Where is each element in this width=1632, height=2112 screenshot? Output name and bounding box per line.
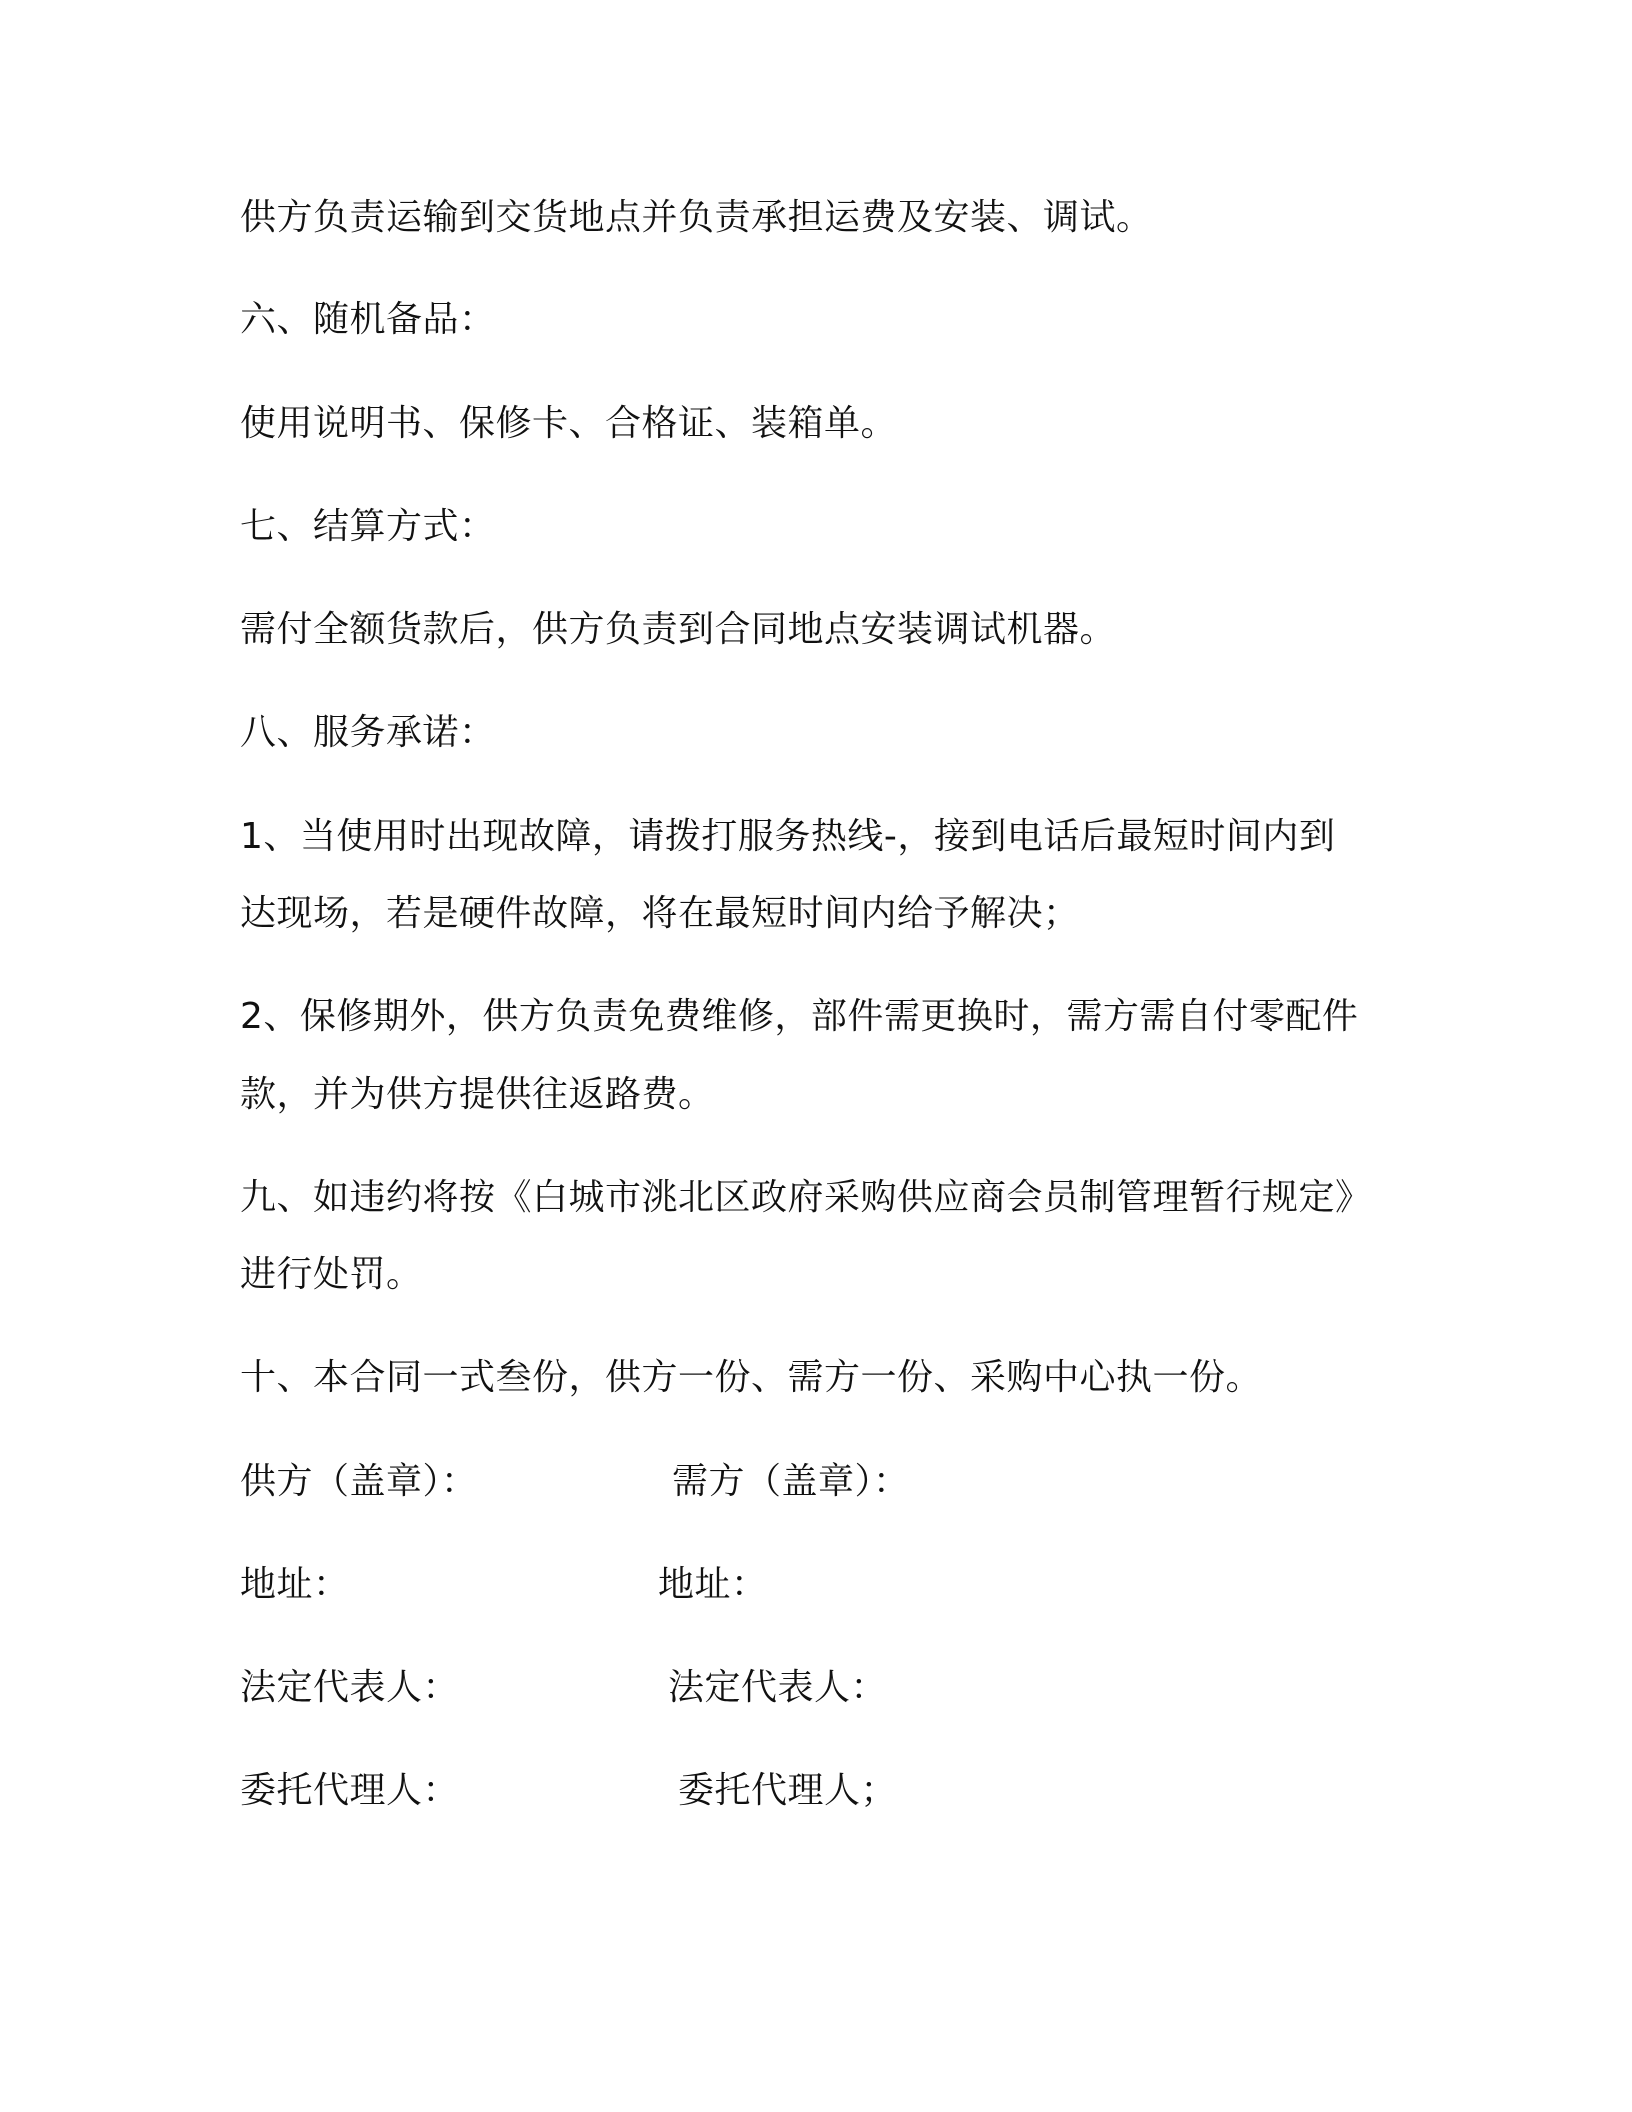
buyer-legal-rep-label: 法定代表人： — [668, 1667, 888, 1708]
buyer-address-label: 地址： — [658, 1564, 768, 1605]
paragraph-settlement: 需付全额货款后，供方负责到合同地点安装调试机器。 — [240, 609, 1117, 650]
paragraph-service-2-line-1: 2、保修期外，供方负责免费维修，部件需更换时，需方需自付零配件 — [240, 996, 1359, 1037]
heading-spare-parts: 六、随机备品： — [240, 299, 496, 340]
paragraph-delivery: 供方负责运输到交货地点并负责承担运费及安装、调试。 — [240, 197, 1153, 238]
paragraph-spare-parts: 使用说明书、保修卡、合格证、装箱单。 — [240, 403, 898, 444]
paragraph-service-1-line-1: 1、当使用时出现故障，请拨打服务热线-，接到电话后最短时间内到 — [240, 816, 1336, 857]
paragraph-breach-line-1: 九、如违约将按《白城市洮北区政府采购供应商会员制管理暂行规定》 — [240, 1177, 1372, 1218]
paragraph-breach-line-2: 进行处罚。 — [240, 1254, 423, 1295]
heading-settlement: 七、结算方式： — [240, 506, 496, 547]
buyer-seal-label: 需方（盖章）： — [672, 1461, 910, 1502]
heading-service: 八、服务承诺： — [240, 712, 496, 753]
paragraph-copies: 十、本合同一式叁份，供方一份、需方一份、采购中心执一份。 — [240, 1357, 1263, 1398]
buyer-agent-label: 委托代理人； — [678, 1770, 898, 1811]
supplier-address-label: 地址： — [240, 1564, 350, 1605]
supplier-seal-label: 供方（盖章）： — [240, 1461, 478, 1502]
supplier-agent-label: 委托代理人： — [240, 1770, 460, 1811]
paragraph-service-2-line-2: 款，并为供方提供往返路费。 — [240, 1074, 715, 1115]
supplier-legal-rep-label: 法定代表人： — [240, 1667, 460, 1708]
paragraph-service-1-line-2: 达现场，若是硬件故障，将在最短时间内给予解决； — [240, 893, 1080, 934]
